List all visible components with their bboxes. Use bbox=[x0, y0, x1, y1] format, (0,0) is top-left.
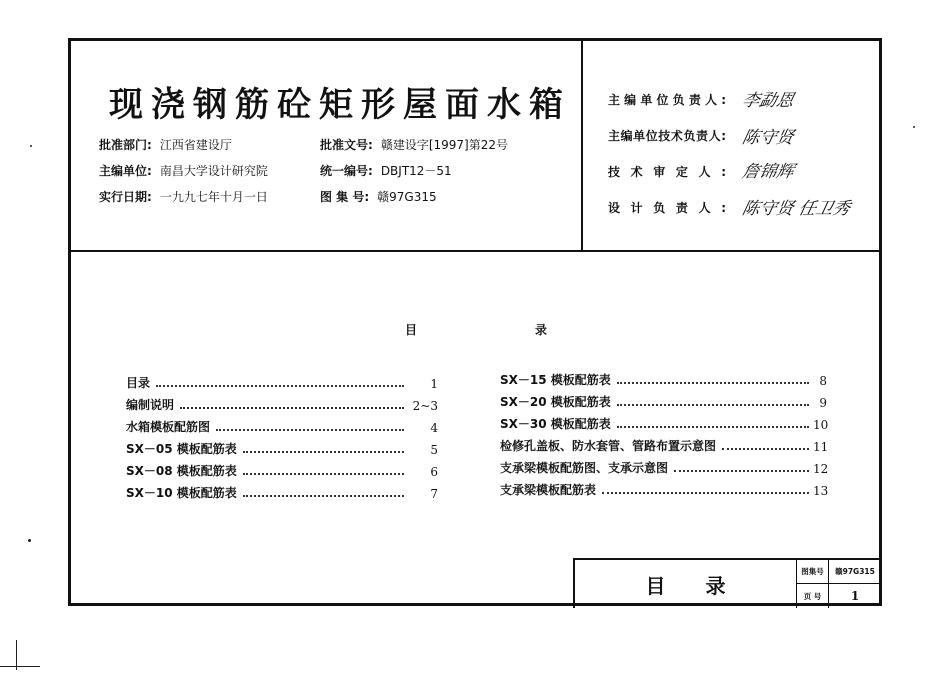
effective-date: 实行日期: 一九九七年十月一日 bbox=[99, 190, 268, 204]
signature-reviewer: 詹锦辉 bbox=[740, 162, 796, 182]
approval-dept: 批准部门: 江西省建设厅 bbox=[99, 138, 232, 152]
chief-unit-tech-head: 主编单位技术负责人: bbox=[608, 129, 726, 143]
page-number-label: 页 号 bbox=[797, 584, 829, 608]
toc-item[interactable]: SX－15 模板配筋表 8 bbox=[500, 373, 827, 388]
toc-item[interactable]: 支承梁模板配筋图、支承示意图 12 bbox=[500, 461, 829, 476]
title-block-name: 目录 bbox=[575, 560, 797, 608]
approval-number: 批准文号: 赣建设字[1997]第22号 bbox=[320, 138, 508, 152]
scan-dot bbox=[913, 126, 915, 128]
toc-item[interactable]: SX－08 模板配筋表 6 bbox=[126, 464, 438, 479]
toc-item[interactable]: 编制说明 2~3 bbox=[126, 398, 438, 413]
header-divider-vertical bbox=[581, 41, 583, 250]
scan-dot bbox=[30, 145, 32, 147]
drawing-frame bbox=[68, 38, 882, 606]
toc-heading-left: 目 bbox=[405, 323, 418, 337]
atlas-number-value: 赣97G315 bbox=[829, 560, 881, 584]
scan-mark bbox=[0, 666, 40, 667]
chief-unit-head: 主编单位负责人: bbox=[608, 93, 726, 107]
header-divider-horizontal bbox=[71, 250, 879, 252]
toc-item[interactable]: SX－20 模板配筋表 9 bbox=[500, 395, 827, 410]
scan-mark bbox=[16, 640, 17, 670]
page-number-value: 1 bbox=[850, 589, 860, 603]
signature-tech-head: 陈守贤 bbox=[740, 128, 796, 148]
document-title: 现浇钢筋砼矩形屋面水箱 bbox=[109, 85, 571, 125]
technical-reviewer: 技术审定人: bbox=[608, 165, 726, 179]
signature-design-head: 陈守贤 任卫秀 bbox=[740, 199, 853, 219]
toc-item[interactable]: 检修孔盖板、防水套管、管路布置示意图 11 bbox=[500, 439, 829, 454]
toc-item[interactable]: 目录 1 bbox=[126, 376, 438, 391]
atlas-number-label: 图集号 bbox=[797, 560, 829, 584]
signature-chief-unit-head: 李勐恩 bbox=[740, 91, 796, 111]
toc-item[interactable]: 水箱模板配筋图 4 bbox=[126, 420, 438, 435]
toc-item[interactable]: 支承梁模板配筋表 13 bbox=[500, 483, 829, 498]
editor-unit: 主编单位: 南昌大学设计研究院 bbox=[99, 164, 268, 178]
scan-dot bbox=[28, 539, 31, 542]
unified-number: 统一编号: DBJT12－51 bbox=[320, 164, 452, 178]
toc-item[interactable]: SX－10 模板配筋表 7 bbox=[126, 486, 438, 501]
toc-heading-right: 录 bbox=[535, 323, 548, 337]
title-block bbox=[573, 558, 881, 608]
atlas-number: 图 集 号: 赣97G315 bbox=[320, 190, 437, 204]
design-head: 设计负责人: bbox=[608, 201, 726, 215]
toc-item[interactable]: SX－05 模板配筋表 5 bbox=[126, 442, 438, 457]
toc-item[interactable]: SX－30 模板配筋表 10 bbox=[500, 417, 829, 432]
